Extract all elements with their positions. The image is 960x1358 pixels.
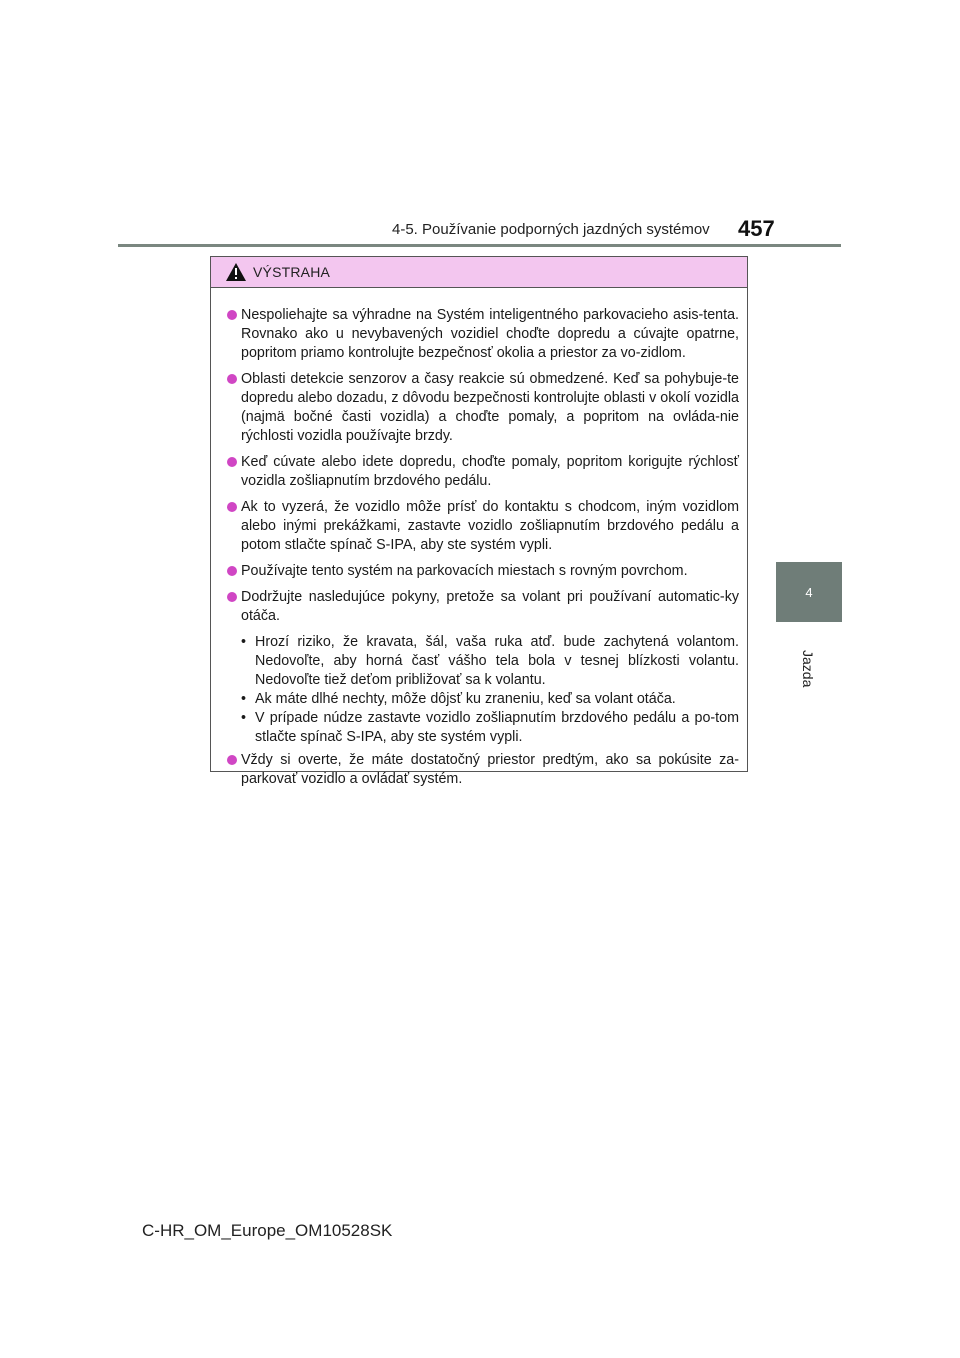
page-header xyxy=(0,0,960,250)
page-number: 457 xyxy=(738,216,775,241)
warning-bullet xyxy=(227,453,739,491)
warning-box xyxy=(210,256,748,787)
bullet-text: Nespoliehajte sa výhradne na Systém inteligentného parkovacieho asis-tenta. Rovnako ako u nevybavených vozidiel choďte dopredu a cúvajte opatrne, popritom priamo kontrolujte bezpečnosť okolia a priestor za vo-zidlom. xyxy=(241,307,739,361)
bullet-text: Ak to vyzerá, že vozidlo môže prísť do kontaktu s chodcom, iným vozidlom alebo inými prekážkami, zastavte vozidlo zošliapnutím brzdového pedálu a potom stlačte spínač S-IPA, aby ste systém vypli. xyxy=(241,499,739,553)
chapter-tab xyxy=(776,562,842,622)
bullet-dot-icon xyxy=(227,374,237,384)
bullet-text: Oblasti detekcie senzorov a časy reakcie sú obmedzené. Keď sa pohybuje-te dopredu alebo dozadu, z dôvodu bezpečnosti kontrolujte oblasti v okolí vozidla (najmä bočné časti vozidla) a choďte pomaly, a popritom na ovláda-nie rýchlosti vozidla používajte brzdy. xyxy=(241,371,739,444)
sub-item-text: Ak máte dlhé nechty, môže dôjsť ku zraneniu, keď sa volant otáča. xyxy=(255,691,676,707)
document-code: C-HR_OM_Europe_OM10528SK xyxy=(142,1221,393,1240)
warning-bullet xyxy=(227,562,739,581)
bullet-dot-icon xyxy=(227,755,237,765)
warning-bullet xyxy=(227,370,739,446)
bullet-text: Používajte tento systém na parkovacích miestach s rovným povrchom. xyxy=(241,563,688,579)
warning-body xyxy=(211,288,747,789)
bullet-dot-icon xyxy=(227,566,237,576)
sub-list-item xyxy=(241,709,739,747)
sub-item-text: V prípade núdze zastavte vozidlo zošliapnutím brzdového pedálu a po-tom stlačte spínač S-IPA, aby ste systém vypli. xyxy=(255,710,739,745)
warning-bullet xyxy=(227,306,739,363)
sub-list xyxy=(241,633,739,747)
sub-bullet-mark: • xyxy=(241,710,247,726)
warning-triangle-icon xyxy=(225,262,247,282)
sub-bullet-mark: • xyxy=(241,634,247,650)
bullet-dot-icon xyxy=(227,592,237,602)
bullet-text: Keď cúvate alebo idete dopredu, choďte pomaly, popritom korigujte rýchlosť vozidla zošliapnutím brzdového pedálu. xyxy=(241,454,739,489)
bullet-dot-icon xyxy=(227,310,237,320)
warning-title: VÝSTRAHA xyxy=(253,264,331,280)
sub-bullet-mark: • xyxy=(241,691,247,707)
warning-bullet xyxy=(227,498,739,555)
chapter-label: Jazda xyxy=(800,650,816,688)
sub-list-item xyxy=(241,690,739,709)
sub-item-text: Hrozí riziko, že kravata, šál, vaša ruka atď. bude zachytená volantom. Nedovoľte, aby horná časť vášho tela bola v tesnej blízkosti volantu. Nedovoľte tiež deťom približovať sa k volantu. xyxy=(255,634,739,688)
warning-header xyxy=(211,257,747,288)
header-divider xyxy=(118,244,841,247)
section-title: 4-5. Používanie podporných jazdných systémov xyxy=(392,221,710,238)
sub-list-item xyxy=(241,633,739,690)
warning-bullet xyxy=(227,588,739,747)
bullet-text: Dodržujte nasledujúce pokyny, pretože sa volant pri používaní automatic-ky otáča. xyxy=(241,589,739,624)
warning-bullet xyxy=(227,751,739,789)
chapter-number: 4 xyxy=(805,584,813,600)
bullet-dot-icon xyxy=(227,502,237,512)
bullet-dot-icon xyxy=(227,457,237,467)
bullet-text: Vždy si overte, že máte dostatočný priestor predtým, ako sa pokúsite za-parkovať vozidlo a ovládať systém. xyxy=(241,752,739,787)
